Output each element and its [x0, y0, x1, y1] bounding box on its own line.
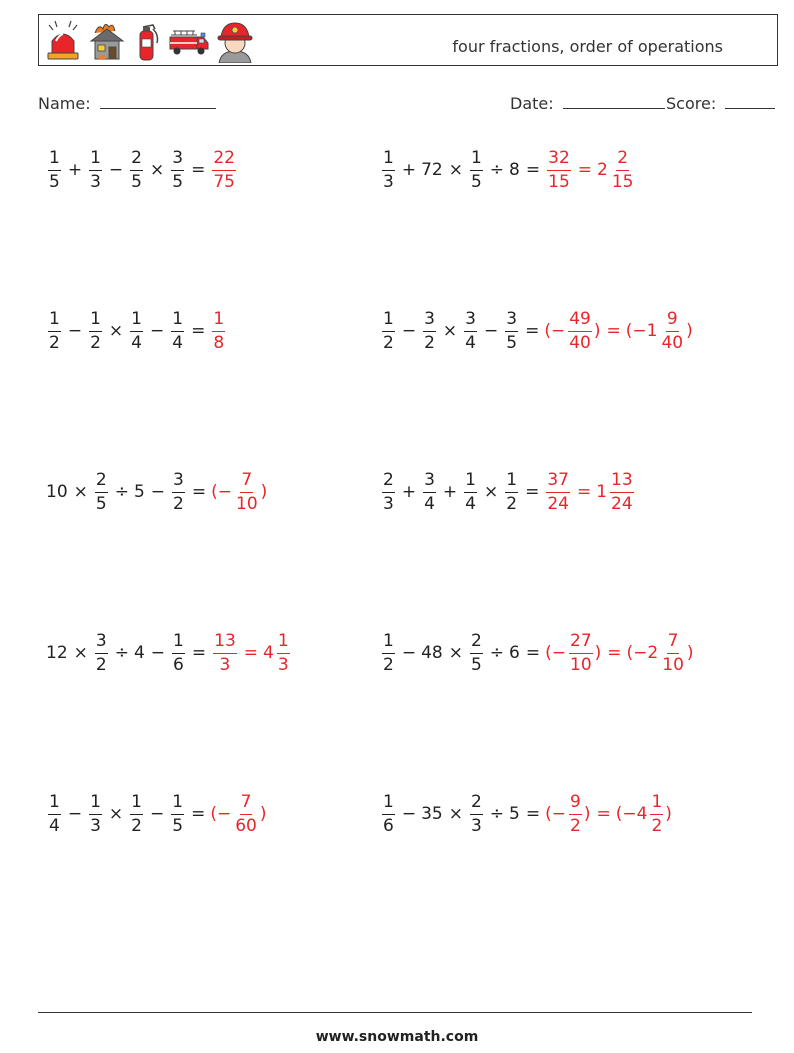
term: ) [593, 321, 601, 341]
numerator: 3 [95, 633, 108, 654]
operator: = [606, 321, 621, 341]
term: (−2 [626, 643, 659, 663]
term: 12 [46, 643, 68, 663]
operator: = [525, 160, 541, 180]
numerator: 1 [89, 150, 102, 171]
numerator: 27 [569, 633, 593, 654]
term: (−4 [615, 804, 648, 824]
numerator: 1 [48, 794, 61, 815]
footer-url: www.snowmath.com [315, 1029, 479, 1045]
numerator: 1 [277, 633, 290, 654]
numerator: 13 [610, 472, 634, 493]
term: ) [594, 643, 602, 663]
operator: × [108, 804, 124, 824]
operator: = [596, 804, 611, 824]
operator: − [67, 804, 83, 824]
fraction [235, 469, 259, 514]
term: 5 [509, 804, 520, 824]
term: 5 [133, 482, 145, 502]
denominator: 60 [235, 815, 257, 836]
fraction [171, 308, 184, 353]
worksheet-header [38, 14, 778, 66]
operator: = [525, 321, 540, 341]
answer [210, 791, 267, 836]
header-icons [43, 18, 255, 64]
numerator: 1 [650, 794, 663, 815]
denominator: 8 [213, 332, 225, 353]
numerator: 3 [172, 472, 185, 493]
numerator: 1 [172, 633, 185, 654]
fraction [171, 147, 184, 192]
numerator: 1 [464, 472, 477, 493]
denominator: 3 [383, 171, 394, 192]
operator: − [150, 643, 166, 663]
denominator: 3 [90, 171, 101, 192]
problem-7 [46, 629, 292, 677]
numerator: 3 [464, 311, 477, 332]
denominator: 10 [570, 654, 592, 675]
fraction [382, 630, 395, 675]
term: ) [686, 321, 693, 341]
fraction [89, 791, 102, 836]
denominator: 6 [173, 654, 184, 675]
name-field[interactable] [38, 94, 216, 113]
fraction [464, 308, 477, 353]
problem-2 [380, 146, 636, 194]
term: 8 [509, 160, 520, 180]
footer-divider [38, 1012, 752, 1013]
numerator: 1 [470, 150, 483, 171]
denominator: 5 [131, 171, 142, 192]
denominator: 3 [277, 654, 289, 675]
fraction [546, 469, 570, 514]
term: 4 [263, 643, 274, 663]
fraction [48, 147, 61, 192]
numerator: 2 [470, 633, 483, 654]
answer [211, 469, 268, 514]
fraction [172, 469, 185, 514]
fraction [568, 308, 592, 353]
operator: + [442, 482, 458, 502]
problem-8 [380, 629, 695, 677]
operator: = [191, 643, 207, 663]
fraction [650, 791, 663, 836]
denominator: 3 [90, 815, 101, 836]
operator: − [401, 321, 417, 341]
fraction [130, 791, 143, 836]
operator: × [108, 321, 124, 341]
operator: × [448, 160, 463, 180]
operator: × [73, 482, 88, 502]
fraction [234, 791, 258, 836]
numerator: 22 [212, 150, 236, 171]
operator: = [525, 482, 540, 502]
operator: − [401, 804, 417, 824]
denominator: 2 [506, 493, 518, 514]
problem-1 [46, 146, 238, 194]
fraction [611, 147, 635, 192]
operator: × [442, 321, 458, 341]
fraction [470, 791, 483, 836]
numerator: 3 [423, 311, 436, 332]
numerator: 2 [382, 472, 395, 493]
operator: × [73, 643, 88, 663]
numerator: 1 [382, 311, 395, 332]
fraction [569, 630, 593, 675]
denominator: 6 [383, 815, 394, 836]
numerator: 3 [171, 150, 184, 171]
term: ) [259, 804, 267, 824]
operator: × [483, 482, 499, 502]
answer [545, 791, 673, 836]
denominator: 5 [172, 171, 184, 192]
problem-5 [46, 468, 268, 516]
operator: + [67, 160, 83, 180]
denominator: 5 [49, 171, 60, 192]
term: (− [210, 804, 232, 824]
operator: − [149, 321, 165, 341]
problem-3 [46, 307, 227, 355]
denominator: 15 [611, 171, 634, 192]
problem-6 [380, 468, 636, 516]
denominator: 40 [569, 332, 591, 353]
numerator: 7 [667, 633, 680, 654]
operator: = [525, 804, 541, 824]
date-field[interactable] [510, 94, 665, 113]
operator: − [401, 643, 417, 663]
fraction [547, 147, 571, 192]
term: 48 [421, 643, 443, 663]
fire-extinguisher-icon [131, 19, 163, 63]
fraction [277, 630, 290, 675]
operator: ÷ [489, 160, 505, 180]
numerator: 1 [382, 794, 395, 815]
score-field[interactable] [666, 94, 775, 113]
fraction [382, 469, 395, 514]
answer [544, 469, 635, 514]
term: (− [545, 643, 567, 663]
denominator: 2 [95, 654, 107, 675]
numerator: 9 [666, 311, 679, 332]
worksheet-title: four fractions, order of operations [452, 37, 723, 56]
fraction [382, 147, 395, 192]
term: ) [665, 804, 672, 824]
burning-house-icon [87, 19, 127, 63]
date-label: Date: [510, 94, 554, 113]
denominator: 2 [383, 332, 394, 353]
fraction [382, 308, 395, 353]
operator: + [401, 160, 417, 180]
fraction [470, 630, 483, 675]
fraction [661, 630, 685, 675]
operator: = [525, 643, 541, 663]
numerator: 1 [48, 311, 61, 332]
fraction [171, 791, 184, 836]
operator: × [448, 804, 463, 824]
fraction [172, 630, 185, 675]
term: 4 [133, 643, 145, 663]
operator: × [448, 643, 463, 663]
operator: = [607, 643, 622, 663]
fraction [95, 630, 108, 675]
denominator: 5 [95, 493, 107, 514]
term: 10 [46, 482, 68, 502]
denominator: 75 [213, 171, 235, 192]
denominator: 10 [236, 493, 258, 514]
term: ) [583, 804, 591, 824]
operator: ÷ [114, 482, 129, 502]
answer [545, 630, 694, 675]
denominator: 24 [611, 493, 633, 514]
term: (−1 [625, 321, 658, 341]
operator: = [191, 804, 206, 824]
problem-9 [46, 790, 267, 838]
fraction [130, 308, 143, 353]
fraction [212, 308, 225, 353]
score-label: Score: [666, 94, 717, 113]
fraction [95, 469, 108, 514]
numerator: 1 [130, 794, 143, 815]
numerator: 1 [212, 311, 225, 332]
term: (− [545, 804, 567, 824]
name-label: Name: [38, 94, 91, 113]
fraction [464, 469, 477, 514]
numerator: 2 [130, 150, 143, 171]
denominator: 2 [424, 332, 435, 353]
denominator: 4 [131, 332, 142, 353]
fraction [423, 469, 436, 514]
term: (− [544, 321, 566, 341]
denominator: 4 [49, 815, 60, 836]
numerator: 7 [240, 794, 253, 815]
denominator: 2 [651, 815, 663, 836]
numerator: 1 [48, 150, 61, 171]
denominator: 15 [548, 171, 570, 192]
numerator: 49 [568, 311, 592, 332]
operator: ÷ [489, 643, 505, 663]
operator: ÷ [489, 804, 505, 824]
term: ) [260, 482, 268, 502]
denominator: 40 [661, 332, 684, 353]
numerator: 1 [171, 794, 184, 815]
denominator: 2 [131, 815, 142, 836]
score-blank[interactable] [725, 94, 775, 109]
denominator: 3 [383, 493, 394, 514]
fraction [212, 147, 236, 192]
numerator: 9 [569, 794, 582, 815]
numerator: 7 [240, 472, 253, 493]
denominator: 5 [470, 171, 482, 192]
term: 72 [421, 160, 443, 180]
fraction [130, 147, 143, 192]
operator: ÷ [114, 643, 129, 663]
term: 1 [596, 482, 608, 502]
answer [211, 630, 292, 675]
denominator: 5 [172, 815, 184, 836]
fraction [505, 469, 518, 514]
numerator: 3 [423, 472, 436, 493]
operator: − [108, 160, 124, 180]
fraction [382, 791, 395, 836]
fraction [89, 147, 102, 192]
denominator: 2 [49, 332, 60, 353]
fraction [423, 308, 436, 353]
fraction [213, 630, 237, 675]
numerator: 2 [470, 794, 483, 815]
answer [545, 147, 636, 192]
numerator: 1 [130, 311, 143, 332]
denominator: 2 [90, 332, 101, 353]
name-blank[interactable] [100, 94, 216, 109]
numerator: 3 [505, 311, 518, 332]
fraction [610, 469, 634, 514]
fraction [470, 147, 483, 192]
denominator: 2 [383, 654, 394, 675]
numerator: 1 [505, 472, 518, 493]
denominator: 2 [570, 815, 581, 836]
term: 2 [597, 160, 608, 180]
denominator: 24 [547, 493, 569, 514]
denominator: 4 [465, 493, 476, 514]
numerator: 1 [171, 311, 184, 332]
fraction [48, 791, 61, 836]
operator: − [150, 482, 166, 502]
answer [210, 308, 227, 353]
date-blank[interactable] [563, 94, 665, 109]
firefighter-icon [215, 19, 255, 63]
numerator: 2 [616, 150, 629, 171]
operator: = [576, 482, 592, 502]
denominator: 5 [470, 654, 482, 675]
fraction [660, 308, 684, 353]
operator: = [191, 160, 206, 180]
answer [210, 147, 238, 192]
denominator: 4 [424, 493, 435, 514]
term: (− [211, 482, 233, 502]
denominator: 2 [173, 493, 184, 514]
operator: = [243, 643, 259, 663]
numerator: 37 [546, 472, 570, 493]
operator: + [401, 482, 417, 502]
fraction [569, 791, 582, 836]
siren-icon [43, 19, 83, 63]
denominator: 3 [219, 654, 231, 675]
numerator: 1 [89, 311, 102, 332]
term: ) [686, 643, 694, 663]
denominator: 5 [506, 332, 518, 353]
fraction [48, 308, 61, 353]
operator: = [191, 482, 207, 502]
answer [544, 308, 693, 353]
fraction [89, 308, 102, 353]
term: 35 [421, 804, 443, 824]
problem-4 [380, 307, 694, 355]
fire-truck-icon [167, 19, 211, 63]
operator: − [483, 321, 499, 341]
numerator: 2 [95, 472, 108, 493]
problem-10 [380, 790, 673, 838]
operator: − [67, 321, 83, 341]
term: 6 [509, 643, 520, 663]
operator: × [149, 160, 165, 180]
fraction [505, 308, 518, 353]
operator: = [577, 160, 593, 180]
denominator: 4 [172, 332, 184, 353]
numerator: 1 [382, 150, 395, 171]
denominator: 4 [465, 332, 476, 353]
operator: − [149, 804, 165, 824]
denominator: 3 [470, 815, 482, 836]
numerator: 13 [213, 633, 237, 654]
denominator: 10 [662, 654, 684, 675]
numerator: 1 [89, 794, 102, 815]
operator: = [191, 321, 206, 341]
numerator: 32 [547, 150, 571, 171]
numerator: 1 [382, 633, 395, 654]
